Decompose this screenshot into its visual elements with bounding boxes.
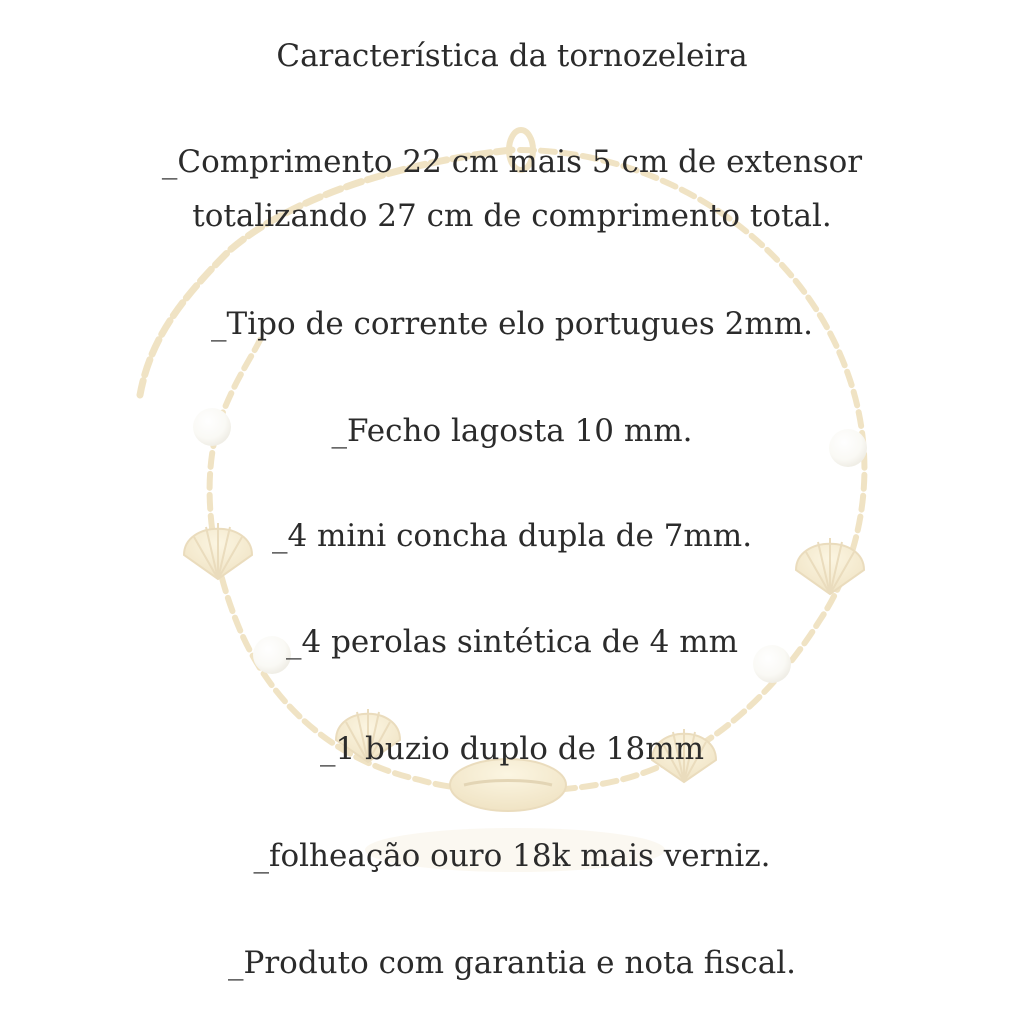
feature-warranty: _Produto com garantia e nota fiscal.	[227, 945, 797, 981]
feature-length-total: totalizando 27 cm de comprimento total.	[192, 198, 832, 234]
feature-chain-type: _Tipo de corrente elo portugues 2mm.	[211, 306, 813, 342]
feature-pearls: _4 perolas sintética de 4 mm	[286, 624, 738, 660]
page-title: Característica da tornozeleira	[276, 38, 748, 74]
feature-length: _Comprimento 22 cm mais 5 cm de extensor	[161, 144, 863, 180]
feature-clasp: _Fecho lagosta 10 mm.	[331, 413, 693, 449]
feature-cowrie: _1 buzio duplo de 18mm	[319, 731, 705, 767]
feature-plating: _folheação ouro 18k mais verniz.	[253, 838, 771, 874]
feature-mini-shells: _4 mini concha dupla de 7mm.	[271, 518, 753, 554]
